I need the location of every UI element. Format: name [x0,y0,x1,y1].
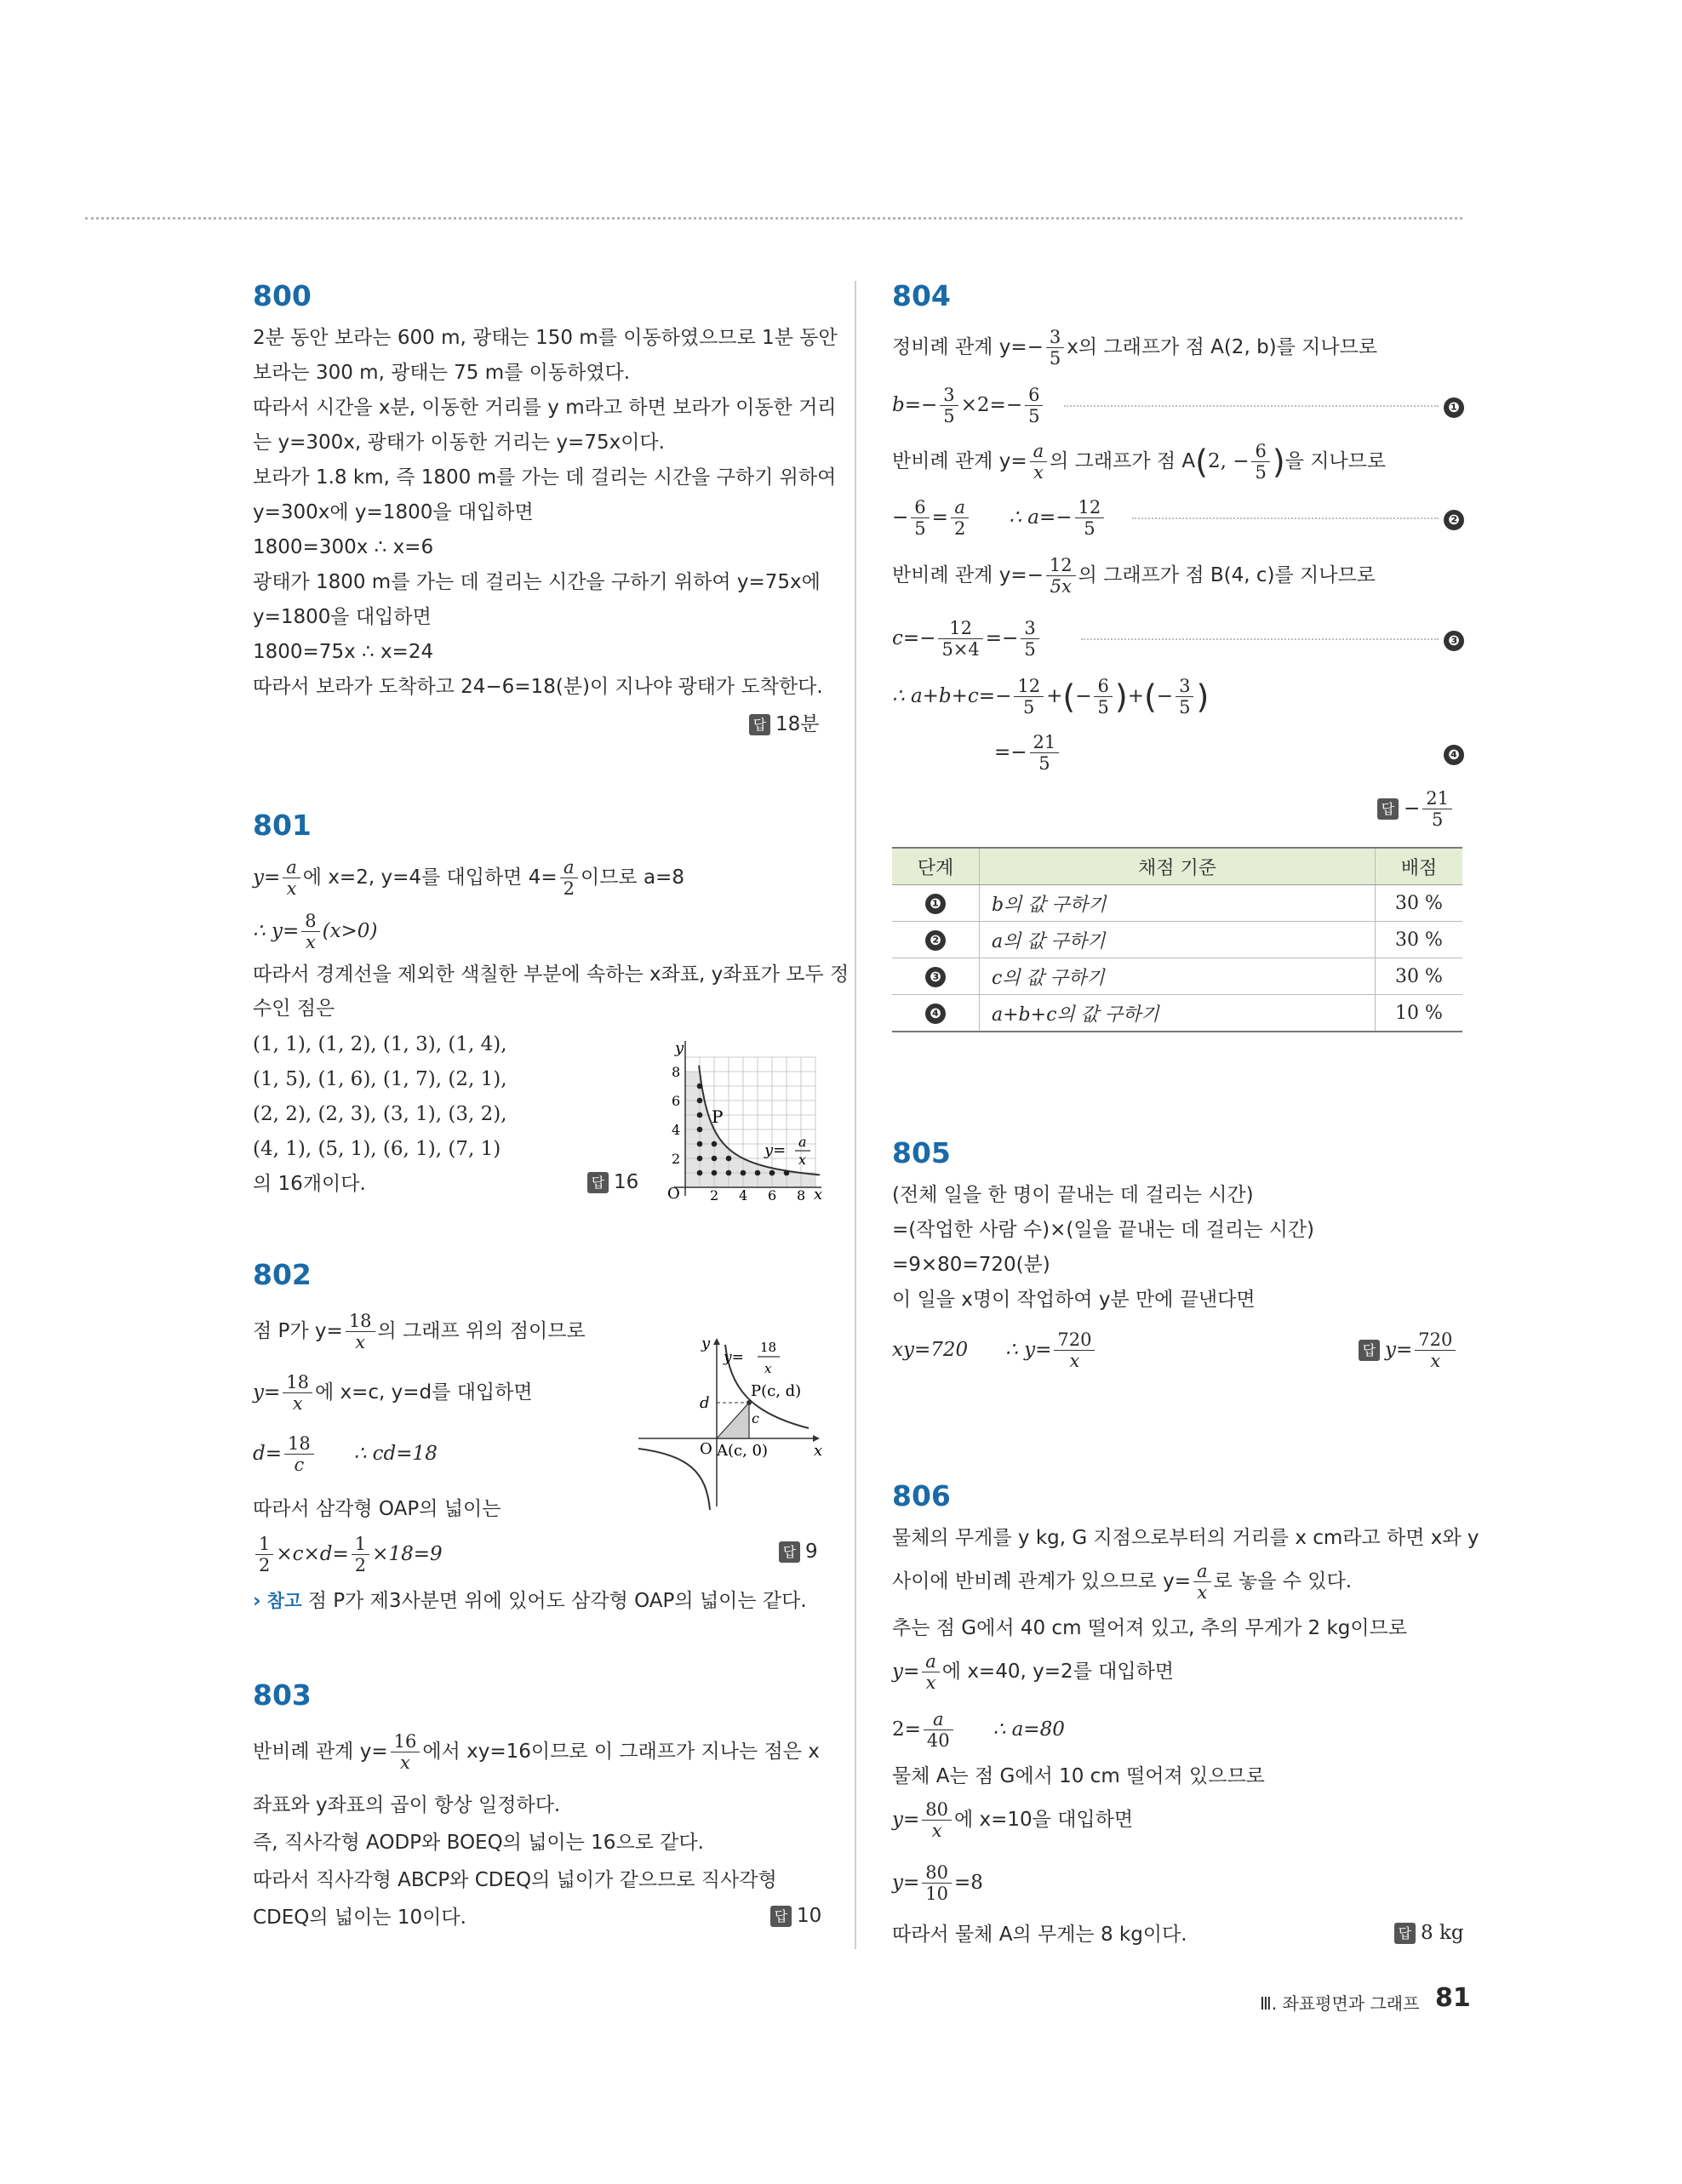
p806-answer-value: 8 kg [1421,1922,1464,1944]
p802-eq-num: 18 [760,1340,777,1355]
p801-x-tick: 4 [739,1187,748,1200]
p800-answer [749,708,820,736]
p801-origin: O [667,1185,680,1200]
p802-a-label: A(c, 0) [717,1442,769,1460]
p801-lattice-point [712,1156,718,1162]
p802-p-label: P(c, d) [751,1382,802,1400]
p802-origin: O [700,1440,712,1458]
p806-line9: 따라서 물체 A의 무게는 8 kg이다. [892,1924,1187,1946]
p801-lattice-point [769,1170,775,1176]
p802-line1: 점 P가 y= $\frac{18}{x}$ 의 그래프 위의 점이므로 [253,1311,586,1352]
p801-curve-den: x [798,1152,807,1168]
p801-lattice-point [784,1170,790,1176]
p800-line7: 1800=300x ∴ x=6 [253,536,434,558]
p804-line2: b=− $\frac{3}{5}$ ×2=− $\frac{6}{5}$ [892,383,1045,427]
p801-lattice-point [697,1170,703,1176]
table-row: ❹ a+b+c의 값 구하기 10 % [892,995,1462,1032]
p802-answer [779,1541,818,1563]
p800-answer-value: 18분 [775,713,820,735]
top-divider [85,217,1462,220]
p801-lattice-point [697,1098,703,1104]
p801-lattice-point [697,1112,703,1118]
p800-line3: 따라서 시간을 x분, 이동한 거리를 y m라고 하면 보라가 이동한 거리 [253,397,837,419]
p801-y-label: y [675,1039,684,1057]
p801-x-tick: 6 [768,1187,777,1200]
p802-x-label: x [814,1442,823,1460]
p802-note [253,1588,807,1614]
p803-line1: 반비례 관계 y= $\frac{16}{x}$ 에서 xy=16이므로 이 그래프가 지나는 점은 x [253,1731,820,1773]
p801-grid [685,1057,815,1187]
problem-number-800: 800 [253,279,312,312]
p806-line5: 2= $\frac{a}{40}$ ∴ a=80 [892,1709,1065,1751]
p805-line3: =9×80=720(분) [892,1254,1050,1276]
note-arrow-icon: › [253,1590,261,1612]
p801-answer [587,1171,638,1193]
p801-curve-eq: y= [764,1141,787,1159]
p806-line1: 물체의 무게를 y kg, G 지점으로부터의 거리를 x cm라고 하면 x와 y [892,1527,1479,1549]
mark-1: ❶ [1444,393,1464,419]
p802-line3: d= $\frac{18}{c}$ ∴ cd=18 [253,1433,438,1475]
p801-line3: 따라서 경계선을 제외한 색칠한 부분에 속하는 x좌표, y좌표가 모두 정 [253,963,850,986]
scoring-table [892,847,1462,1032]
p804-line5: 반비례 관계 y=− $\frac{12}{5x}$ 의 그래프가 점 B(4, c)를 지나므로 [892,555,1376,597]
p802-c-label: c [752,1410,759,1426]
p801-x-tick: 2 [710,1187,719,1200]
p800-line5: 보라가 1.8 km, 즉 1800 m를 가는 데 걸리는 시간을 구하기 위하여 [253,466,837,489]
p802-line4: 따라서 삼각형 OAP의 넓이는 [253,1498,501,1520]
mark-4: ❹ [1444,740,1464,766]
p800-line10: 1800=75x ∴ x=24 [253,641,434,663]
p800-line2: 보라는 300 m, 광태는 75 m를 이동하였다. [253,362,631,384]
p804-line3: 반비례 관계 y= $\frac{a}{x}$ 의 그래프가 점 A(2, − $\frac{6}{5}$ )을 지나므로 [892,441,1387,483]
p801-y-tick: 8 [672,1064,681,1080]
p801-y-tick: 4 [672,1122,681,1138]
p806-line6: 물체 A는 점 G에서 10 cm 떨어져 있으므로 [892,1765,1265,1787]
p800-line9: y=1800을 대입하면 [253,606,432,628]
p801-lattice-point [697,1127,703,1133]
table-header: 배점 [1376,848,1463,885]
p801-line8: (4, 1), (5, 1), (6, 1), (7, 1) [253,1138,501,1160]
p801-y-tick: 2 [672,1151,681,1167]
p802-eq-den: x [764,1361,772,1376]
problem-number-802: 802 [253,1258,312,1291]
table-row: ❸ c의 값 구하기 30 % [892,958,1462,995]
p802-eq: y= [724,1349,744,1366]
p801-x-tick: 8 [797,1187,806,1200]
mark-3: ❸ [1444,626,1464,652]
p801-line1: y= $\frac{a}{x}$ 에 x=2, y=4를 대입하면 4= $\frac{a}{2}$ 이므로 a=8 [253,857,684,899]
p803-line4: 따라서 직사각형 ABCP와 CDEQ의 넓이가 같으므로 직사각형 [253,1869,777,1891]
p804-line6: c=− $\frac{12}{5\times 4}$ =− $\frac{3}{5}$ [892,616,1042,660]
table-header: 채점 기준 [980,848,1376,885]
p800-line8: 광태가 1800 m를 가는 데 걸리는 시간을 구하기 위하여 y=75x에 [253,571,821,593]
p801-graph [655,1034,826,1200]
p800-line11: 따라서 보라가 도착하고 24−6=18(분)이 지나야 광태가 도착한다. [253,676,823,698]
p801-lattice-point [712,1170,718,1176]
p801-line9: 의 16개이다. [253,1173,366,1195]
p804-line1: 정비례 관계 y=− $\frac{3}{5}$ x의 그래프가 점 A(2, b)를 지나므로 [892,327,1378,369]
p801-lattice-point [697,1141,703,1147]
p802-triangle [717,1403,749,1438]
p801-lattice-point [697,1083,703,1089]
problem-number-804: 804 [892,279,951,312]
p803-answer [770,1905,821,1927]
p800-line6: y=300x에 y=1800을 대입하면 [253,501,534,523]
p806-line8: y= $\frac{80}{10}$ =8 [892,1862,983,1904]
p804-line4: − $\frac{6}{5}$ = $\frac{a}{2}$ ∴ a=− $\frac{12}{5}$ [892,495,1107,540]
p806-answer [1394,1922,1464,1944]
p806-line7: y= $\frac{80}{x}$ 에 x=10을 대입하면 [892,1799,1134,1841]
answer-icon: 답 [1394,1923,1416,1944]
answer-icon: 답 [1359,1340,1380,1361]
answer-icon: 답 [779,1541,800,1563]
p805-line2: =(작업한 사람 수)×(일을 끝내는 데 걸리는 시간) [892,1219,1315,1241]
p802-line5: $\frac{1}{2}$ ×c×d= $\frac{1}{2}$ ×18=9 [253,1532,443,1576]
chapter-label: Ⅲ. 좌표평면과 그래프 [1260,1993,1420,2014]
p804-answer: 답 − $\frac{21}{5}$ [1377,786,1455,831]
p800-line1: 2분 동안 보라는 600 m, 광태는 150 m를 이동하였으므로 1분 동안 [253,327,838,349]
leader-dots [1132,517,1439,519]
answer-icon: 답 [770,1906,792,1927]
table-row: ❷ a의 값 구하기 30 % [892,922,1462,958]
problem-number-801: 801 [253,809,312,842]
answer-icon: 답 [587,1172,609,1193]
p806-line3: 추는 점 G에서 40 cm 떨어져 있고, 추의 무게가 2 kg이므로 [892,1617,1408,1639]
p805-line5: xy=720 ∴ y= $\frac{720}{x}$ [892,1328,1097,1372]
p802-y-label: y [701,1335,711,1352]
p804-line7: ∴ a+b+c=− $\frac{12}{5}$ +(− $\frac{6}{5}$ )+(− $\frac{3}{5}$ ) [892,676,1210,718]
p802-graph [638,1328,826,1515]
p801-lattice-point [741,1170,747,1176]
p802-answer-value: 9 [805,1541,818,1563]
p803-line3: 즉, 직사각형 AODP와 BOEQ의 넓이는 16으로 같다. [253,1832,704,1854]
problem-number-806: 806 [892,1479,951,1512]
p801-lattice-point [712,1141,718,1147]
leader-dots [1064,405,1439,407]
p805-line4: 이 일을 x명이 작업하여 y분 만에 끝낸다면 [892,1289,1256,1311]
p801-lattice-point [697,1156,703,1162]
answer-icon: 답 [1377,798,1399,820]
p801-y-tick: 6 [672,1093,681,1109]
p801-line5: (1, 1), (1, 2), (1, 3), (1, 4), [253,1033,507,1055]
problem-number-803: 803 [253,1678,312,1712]
page-number: 81 [1435,1983,1471,2013]
p801-line6: (1, 5), (1, 6), (1, 7), (2, 1), [253,1068,507,1090]
p803-line5: CDEQ의 넓이는 10이다. [253,1907,466,1929]
p801-lattice-point [726,1156,732,1162]
mark-2: ❷ [1444,506,1464,531]
p801-line4: 수인 점은 [253,998,335,1020]
p801-curve-num: a [798,1134,807,1150]
p806-line2: 사이에 반비례 관계가 있으므로 y= $\frac{a}{x}$ 로 놓을 수 있다. [892,1561,1353,1603]
p801-x-label: x [814,1186,823,1200]
p801-lattice-point [755,1170,761,1176]
note-text: 점 P가 제3사분면 위에 있어도 삼각형 OAP의 넓이는 같다. [307,1590,807,1612]
p801-line7: (2, 2), (2, 3), (3, 1), (3, 2), [253,1103,507,1125]
p801-point-label: P [712,1106,724,1127]
table-header: 단계 [892,848,980,885]
problem-number-805: 805 [892,1136,951,1169]
p806-line4: y= $\frac{a}{x}$ 에 x=40, y=2를 대입하면 [892,1651,1175,1693]
column-divider [855,281,856,1949]
leader-dots [1081,638,1439,640]
p803-line2: 좌표와 y좌표의 곱이 항상 일정하다. [253,1794,561,1816]
p802-d-label: d [700,1394,710,1412]
p803-answer-value: 10 [797,1905,822,1927]
p805-answer: 답 y= $\frac{720}{x}$ [1359,1328,1458,1372]
p800-line4: 는 y=300x, 광태가 이동한 거리는 y=75x이다. [253,432,665,454]
answer-icon: 답 [749,714,770,735]
table-row: ❶ b의 값 구하기 30 % [892,885,1462,922]
p805-line1: (전체 일을 한 명이 끝내는 데 걸리는 시간) [892,1184,1254,1206]
p801-line2: ∴ y= $\frac{8}{x}$ (x>0) [253,911,378,952]
p804-line8: =− $\frac{21}{5}$ [994,730,1061,775]
note-tag: 참고 [266,1591,302,1611]
p802-line2: y= $\frac{18}{x}$ 에 x=c, y=d를 대입하면 [253,1372,533,1414]
p801-answer-value: 16 [614,1171,639,1193]
p801-lattice-point [726,1170,732,1176]
